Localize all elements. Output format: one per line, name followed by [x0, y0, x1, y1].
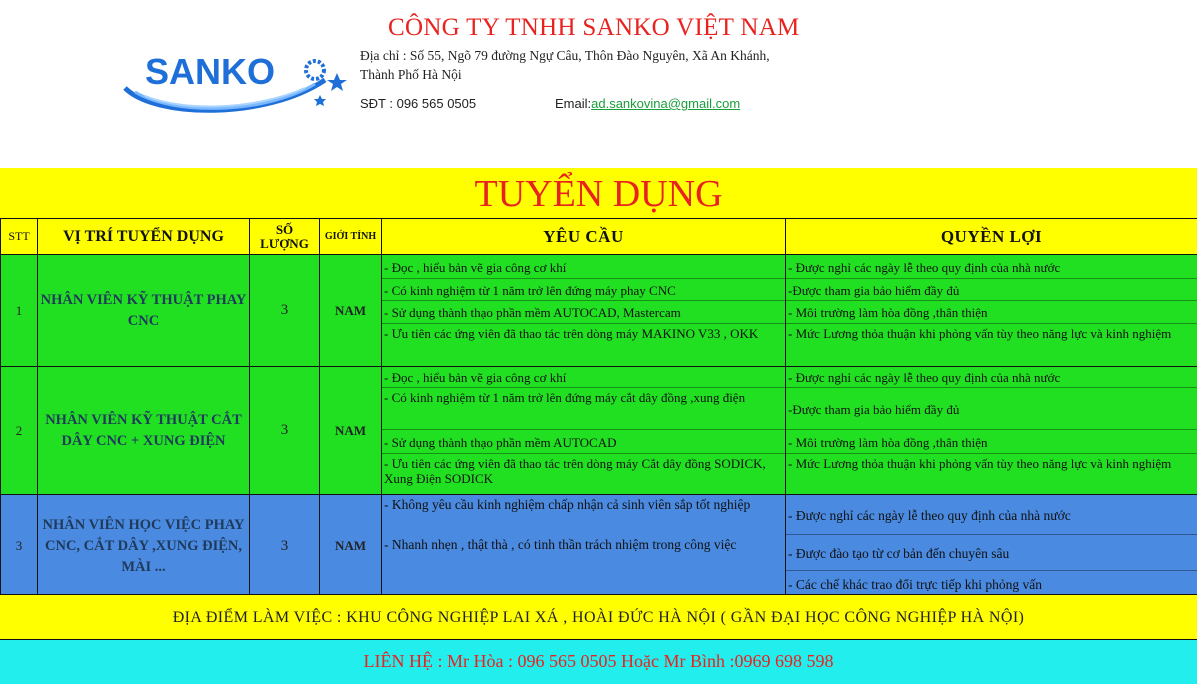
- company-header: [0, 0, 1197, 168]
- requirement-item: - Không yêu cầu kinh nghiệm chấp nhận cả sinh viên sắp tốt nghiệp: [384, 497, 751, 512]
- address-label: Địa chỉ :: [360, 48, 407, 63]
- row-sex: NAM: [320, 495, 382, 598]
- header-position: VỊ TRÍ TUYỂN DỤNG: [38, 219, 250, 255]
- address-line-2: Thành Phố Hà Nội: [360, 67, 462, 82]
- header-sex: GIỚI TÍNH: [320, 219, 382, 255]
- workplace-text: ĐỊA ĐIỂM LÀM VIỆC : KHU CÔNG NGHIỆP LAI XÁ , HOÀI ĐỨC HÀ NỘI ( GẦN ĐẠI HỌC CÔNG NGHIỆP HÀ NỘI): [172, 609, 1025, 626]
- benefit-item: -Được tham gia bảo hiểm đầy đủ: [786, 388, 1197, 430]
- benefit-item: -Được tham gia bảo hiểm đầy đủ: [786, 279, 1197, 301]
- benefit-item: - Các chế khác trao đổi trực tiếp khi phỏng vấn: [788, 577, 1042, 592]
- row-sex: NAM: [320, 367, 382, 495]
- header-qty: SỐ LƯỢNG: [250, 219, 320, 255]
- row-requirements: [382, 255, 786, 367]
- workplace-band: [0, 594, 1197, 640]
- table-row: [1, 255, 1197, 367]
- benefit-item: - Được nghỉ các ngày lễ theo quy định của nhà nước: [786, 495, 1197, 535]
- logo-text: SANKO: [145, 51, 276, 92]
- row-qty: 3: [250, 255, 320, 367]
- benefit-item: - Được nghỉ các ngày lễ theo quy định của nhà nước: [786, 367, 1197, 388]
- requirement-item: - Đọc , hiểu bản vẽ gia công cơ khí: [382, 367, 785, 388]
- row-stt: 1: [1, 255, 38, 367]
- job-table: [0, 218, 1197, 598]
- company-phone: SĐT : 096 565 0505: [360, 96, 477, 111]
- recruitment-title: TUYỂN DỤNG: [474, 173, 723, 215]
- contact-text: LIÊN HỆ : Mr Hòa : 096 565 0505 Hoặc Mr Bình :0969 698 598: [363, 651, 834, 671]
- header-requirements: YÊU CẦU: [382, 219, 786, 255]
- table-row: [1, 495, 1197, 598]
- row-benefits: [786, 255, 1197, 367]
- benefit-item: - Môi trường làm hòa đồng ,thân thiện: [786, 301, 1197, 324]
- address-line-1: Số 55, Ngõ 79 đường Ngự Câu, Thôn Đào Nguyên, Xã An Khánh,: [409, 48, 770, 63]
- row-qty: 3: [250, 495, 320, 598]
- benefit-item: - Mức Lương thỏa thuận khi phỏng vấn tùy theo năng lực và kinh nghiệm: [788, 326, 1172, 341]
- row-position: NHÂN VIÊN HỌC VIỆC PHAY CNC, CẮT DÂY ,XUNG ĐIỆN, MÀI ...: [38, 495, 250, 598]
- row-stt: 3: [1, 495, 38, 598]
- table-header-row: [1, 219, 1197, 255]
- row-sex: NAM: [320, 255, 382, 367]
- row-qty: 3: [250, 367, 320, 495]
- email-label: Email:: [555, 96, 592, 111]
- row-position: NHÂN VIÊN KỸ THUẬT CẮT DÂY CNC + XUNG ĐIỆN: [38, 367, 250, 495]
- header-stt: STT: [1, 219, 38, 255]
- row-position: NHÂN VIÊN KỸ THUẬT PHAY CNC: [38, 255, 250, 367]
- benefit-item: - Được đào tạo từ cơ bản đến chuyên sâu: [786, 535, 1197, 571]
- row-stt: 2: [1, 367, 38, 495]
- header-benefits: QUYỀN LỢI: [786, 219, 1197, 255]
- benefit-item: - Mức Lương thỏa thuận khi phỏng vấn tùy theo năng lực và kinh nghiệm: [788, 456, 1172, 471]
- benefit-item: - Được nghỉ các ngày lễ theo quy định của nhà nước: [786, 255, 1197, 279]
- company-name: CÔNG TY TNHH SANKO VIỆT NAM: [388, 14, 800, 41]
- email-link[interactable]: ad.sankovina@gmail.com: [591, 96, 741, 111]
- row-benefits: [786, 495, 1197, 598]
- company-address: [360, 46, 880, 84]
- requirement-item: - Sử dụng thành thạo phần mềm AUTOCAD: [382, 430, 785, 454]
- requirement-item: - Ưu tiên các ứng viên đã thao tác trên dòng máy Cắt dây đồng SODICK, Xung Điện SODICK: [384, 456, 766, 486]
- requirement-item: - Có kinh nghiệm từ 1 năm trở lên đứng máy phay CNC: [382, 279, 785, 301]
- requirement-item: - Ưu tiên các ứng viên đã thao tác trên dòng máy MAKINO V33 , OKK: [384, 326, 759, 341]
- requirement-item: - Sử dụng thành thạo phần mềm AUTOCAD, Mastercam: [382, 301, 785, 324]
- requirement-item: - Nhanh nhẹn , thật thà , có tinh thần trách nhiệm trong công việc: [384, 537, 737, 552]
- requirement-item: - Đọc , hiểu bản vẽ gia công cơ khí: [382, 255, 785, 279]
- row-benefits: [786, 367, 1197, 495]
- contact-band: [0, 640, 1197, 684]
- table-row: [1, 367, 1197, 495]
- sanko-logo: [115, 40, 355, 120]
- recruitment-title-band: [0, 168, 1197, 218]
- row-requirements: [382, 495, 786, 598]
- requirement-item: - Có kinh nghiệm từ 1 năm trở lên đứng máy cắt dây đồng ,xung điện: [382, 388, 785, 430]
- row-requirements: [382, 367, 786, 495]
- benefit-item: - Môi trường làm hòa đồng ,thân thiện: [786, 430, 1197, 454]
- company-email: [555, 96, 740, 111]
